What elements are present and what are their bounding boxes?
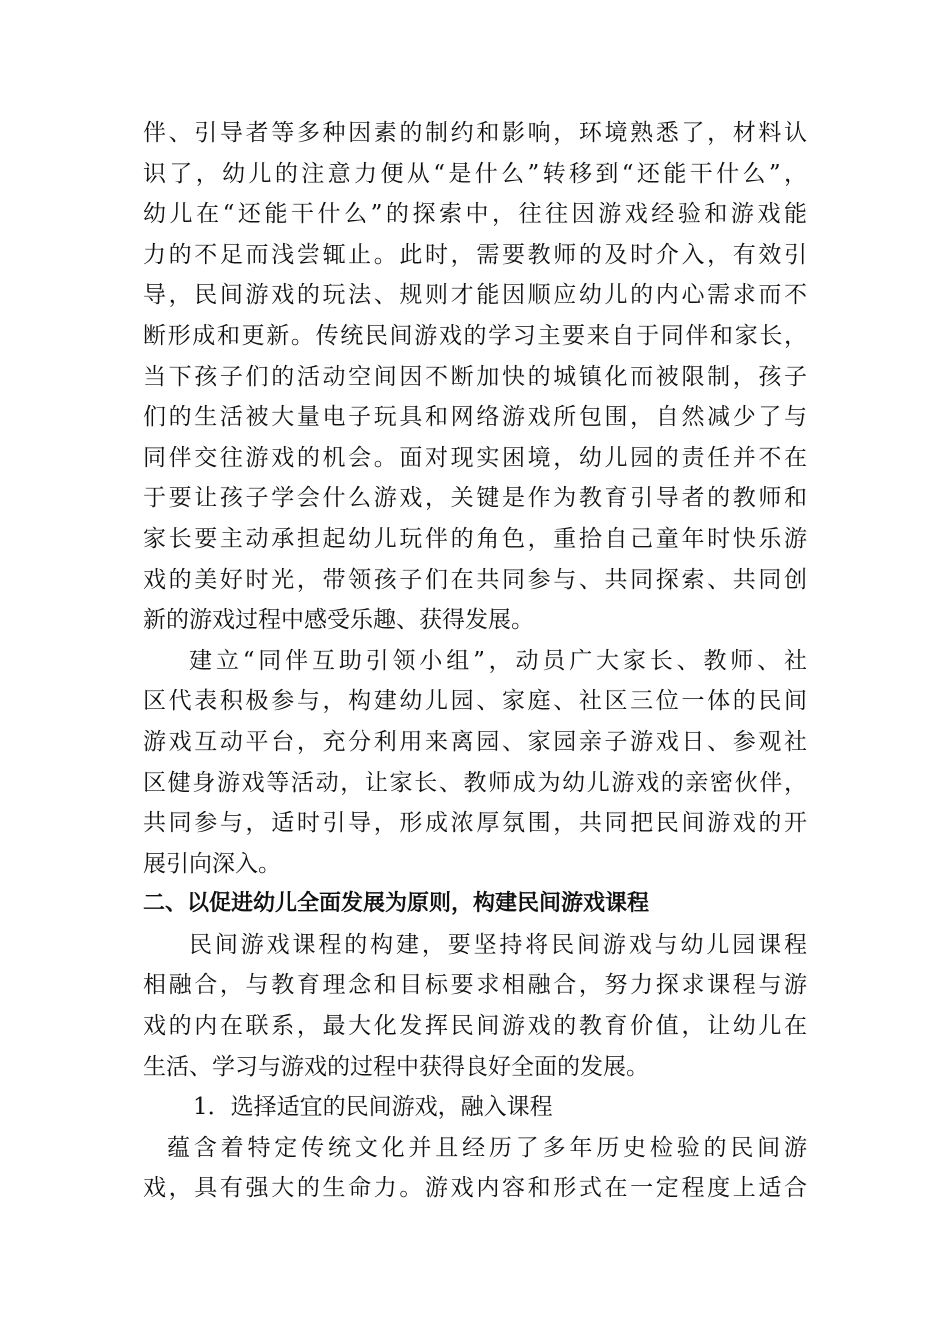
paragraph-line: 生活、学习与游戏的过程中获得良好全面的发展。 (143, 1053, 649, 1080)
paragraph-line: 断形成和更新。传统民间游戏的学习主要来自于同伴和家长， (143, 322, 807, 349)
paragraph-line: 识了，幼儿的注意力便从“是什么”转移到“还能干什么”， (143, 160, 807, 187)
paragraph-line: 们的生活被大量电子玩具和网络游戏所包围，自然减少了与 (143, 404, 807, 431)
paragraph-line: 戏的美好时光，带领孩子们在共同参与、共同探索、共同创 (143, 566, 807, 593)
paragraph-line: 戏，具有强大的生命力。游戏内容和形式在一定程度上适合 (143, 1175, 807, 1202)
paragraph-line: 游戏互动平台，充分利用来离园、家园亲子游戏日、参观社 (143, 728, 807, 755)
paragraph-line: 力的不足而浅尝辄止。此时，需要教师的及时介入，有效引 (143, 241, 807, 268)
paragraph-line: 当下孩子们的活动空间因不断加快的城镇化而被限制，孩子 (143, 363, 807, 390)
paragraph-line: 展引向深入。 (143, 850, 281, 877)
paragraph-line: 同伴交往游戏的机会。面对现实困境，幼儿园的责任并不在 (143, 444, 807, 471)
paragraph-line: 建立“同伴互助引领小组”，动员广大家长、教师、社 (189, 647, 807, 674)
subsection-heading: 1．选择适宜的民间游戏，融入课程 (193, 1094, 553, 1121)
paragraph-line: 民间游戏课程的构建，要坚持将民间游戏与幼儿园课程 (189, 931, 807, 958)
paragraph-line: 共同参与，适时引导，形成浓厚氛围，共同把民间游戏的开 (143, 810, 807, 837)
paragraph-line: 戏的内在联系，最大化发挥民间游戏的教育价值，让幼儿在 (143, 1013, 807, 1040)
paragraph-line: 相融合，与教育理念和目标要求相融合，努力探求课程与游 (143, 972, 807, 999)
paragraph-line: 导，民间游戏的玩法、规则才能因顺应幼儿的内心需求而不 (143, 282, 807, 309)
paragraph-line: 蕴含着特定传统文化并且经历了多年历史检验的民间游 (167, 1134, 807, 1161)
document-body (143, 113, 807, 1209)
paragraph-line: 区健身游戏等活动，让家长、教师成为幼儿游戏的亲密伙伴， (143, 769, 807, 796)
paragraph-line: 于要让孩子学会什么游戏，关键是作为教育引导者的教师和 (143, 485, 807, 512)
paragraph-line: 家长要主动承担起幼儿玩伴的角色，重拾自己童年时快乐游 (143, 525, 807, 552)
paragraph-line: 新的游戏过程中感受乐趣、获得发展。 (143, 607, 534, 634)
paragraph-line: 幼儿在“还能干什么”的探索中，往往因游戏经验和游戏能 (143, 201, 807, 228)
section-heading: 二、以促进幼儿全面发展为原则，构建民间游戏课程 (143, 891, 650, 917)
paragraph-line: 区代表积极参与，构建幼儿园、家庭、社区三位一体的民间 (143, 688, 807, 715)
paragraph-line: 伴、引导者等多种因素的制约和影响，环境熟悉了，材料认 (143, 120, 807, 146)
